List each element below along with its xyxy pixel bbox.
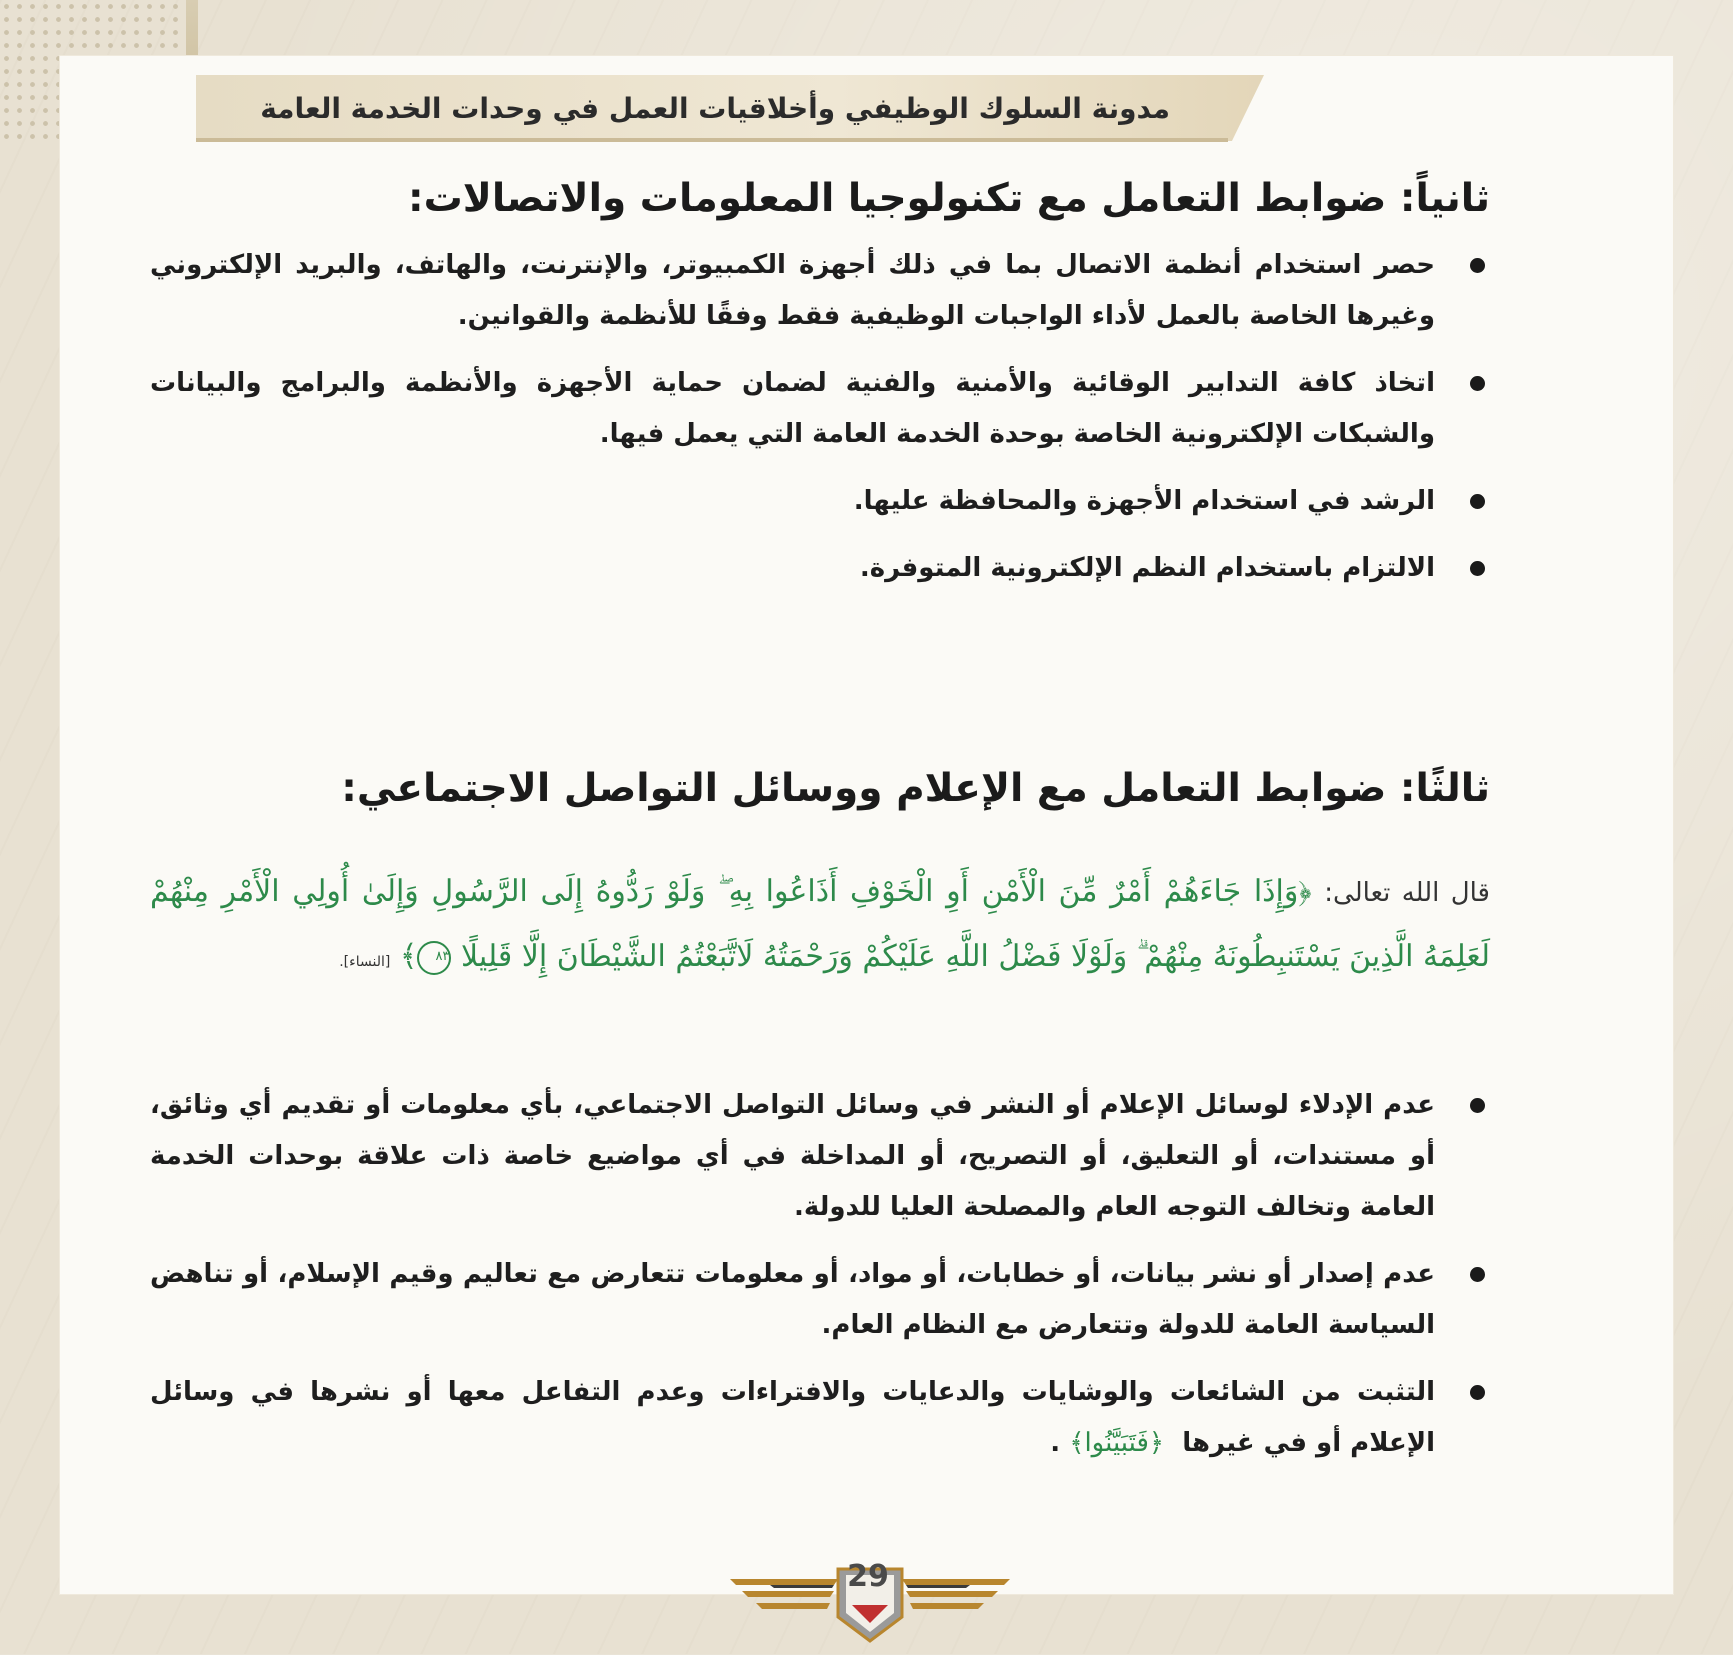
header-underline (196, 138, 1228, 142)
list-item-text: الالتزام باستخدام النظم الإلكترونية المتوفرة. (859, 552, 1435, 583)
list-item-text: حصر استخدام أنظمة الاتصال بما في ذلك أجهزة الكمبيوتر، والإنترنت، والهاتف، والبريد الإلكتروني وغيرها الخاصة بالعمل لأداء الواجبات الوظيفية فقط وفقًا للأنظمة والقوانين. (150, 249, 1435, 331)
quran-quote: قال الله تعالى: ﴿وَإِذَا جَاءَهُمْ أَمْرٌ مِّنَ الْأَمْنِ أَوِ الْخَوْفِ أَذَاعُوا بِهِ ۖ وَلَوْ رَدُّوهُ إِلَى الرَّسُولِ وَإِلَىٰ أُولِي الْأَمْرِ مِنْهُمْ لَعَلِمَهُ الَّذِينَ يَسْتَنبِطُونَهُ مِنْهُمْ ۗ وَلَوْلَا فَضْلُ اللَّهِ عَلَيْكُمْ وَرَحْمَتُهُ لَاتَّبَعْتُمُ الشَّيْطَانَ إِلَّا قَلِيلًا ٨٣﴾ [النساء]. (150, 874, 1490, 974)
bullet-icon (1470, 494, 1485, 509)
bullet-icon (1470, 1385, 1485, 1400)
page-number: 29 (847, 1559, 889, 1594)
verse-number-icon: ٨٣ (417, 941, 451, 975)
list-item-text: اتخاذ كافة التدابير الوقائية والأمنية والفنية لضمان حماية الأجهزة والأنظمة والبرامج والبيانات والشبكات الإلكترونية الخاصة بوحدة الخدمة العامة التي يعمل فيها. (150, 367, 1435, 449)
list-item (150, 543, 1490, 594)
quote-reference: [النساء]. (339, 954, 391, 970)
section-two-heading: ثانياً: ضوابط التعامل مع تكنولوجيا المعلومات والاتصالات: (408, 176, 1490, 221)
bullet-icon (1470, 258, 1485, 273)
section-three (150, 765, 1490, 814)
document-title: مدونة السلوك الوظيفي وأخلاقيات العمل في وحدات الخدمة العامة (260, 92, 1170, 125)
bullet-icon (1470, 376, 1485, 391)
section-three-list (150, 1080, 1490, 1469)
bullet-icon (1470, 561, 1485, 576)
list-item-text: الرشد في استخدام الأجهزة والمحافظة عليها. (853, 485, 1435, 516)
list-item (150, 1249, 1490, 1351)
list-item-end: . (1050, 1428, 1061, 1458)
page-content (150, 175, 1490, 1515)
quote-lead: قال الله تعالى: (1324, 878, 1490, 908)
list-item (150, 1080, 1490, 1233)
section-two-list (150, 240, 1490, 594)
list-item-text: عدم الإدلاء لوسائل الإعلام أو النشر في وسائل التواصل الاجتماعي، بأي معلومات أو تقديم أي وثائق، أو مستندات، أو التعليق، أو التصريح، أو المداخلة في أي مواضيع خاصة ذات علاقة بوحدات الخدمة العامة وتخالف التوجه العام والمصلحة العليا للدولة. (150, 1090, 1435, 1222)
list-item-text: التثبت من الشائعات والوشايات والدعايات والافتراءات وعدم التفاعل معها أو نشرها في وسائل الإعلام أو في غيرها (150, 1377, 1435, 1458)
list-item (150, 240, 1490, 342)
quote-text: ﴿وَإِذَا جَاءَهُمْ أَمْرٌ مِّنَ الْأَمْنِ أَوِ الْخَوْفِ أَذَاعُوا بِهِ ۖ وَلَوْ رَدُّوهُ إِلَى الرَّسُولِ وَإِلَىٰ أُولِي الْأَمْرِ مِنْهُمْ لَعَلِمَهُ الَّذِينَ يَسْتَنبِطُونَهُ مِنْهُمْ ۗ وَلَوْلَا فَضْلُ اللَّهِ عَلَيْكُمْ وَرَحْمَتُهُ لَاتَّبَعْتُمُ الشَّيْطَانَ إِلَّا قَلِيلًا (150, 874, 1490, 974)
list-item (150, 1367, 1490, 1469)
section-three-heading: ثالثًا: ضوابط التعامل مع الإعلام ووسائل التواصل الاجتماعي: (341, 766, 1490, 811)
list-item (150, 358, 1490, 460)
bullet-icon (1470, 1098, 1485, 1113)
bullet-icon (1470, 1267, 1485, 1282)
section-three-list-wrap (150, 1080, 1490, 1469)
list-item (150, 476, 1490, 527)
inline-quote: ﴿فَتَبَيَّنُوا﴾ (1069, 1428, 1165, 1458)
section-two (150, 175, 1490, 594)
list-item-text: عدم إصدار أو نشر بيانات، أو خطابات، أو مواد، أو معلومات تتعارض مع تعاليم وقيم الإسلام، أو تناهض السياسة العامة للدولة وتتعارض مع النظام العام. (150, 1259, 1435, 1340)
